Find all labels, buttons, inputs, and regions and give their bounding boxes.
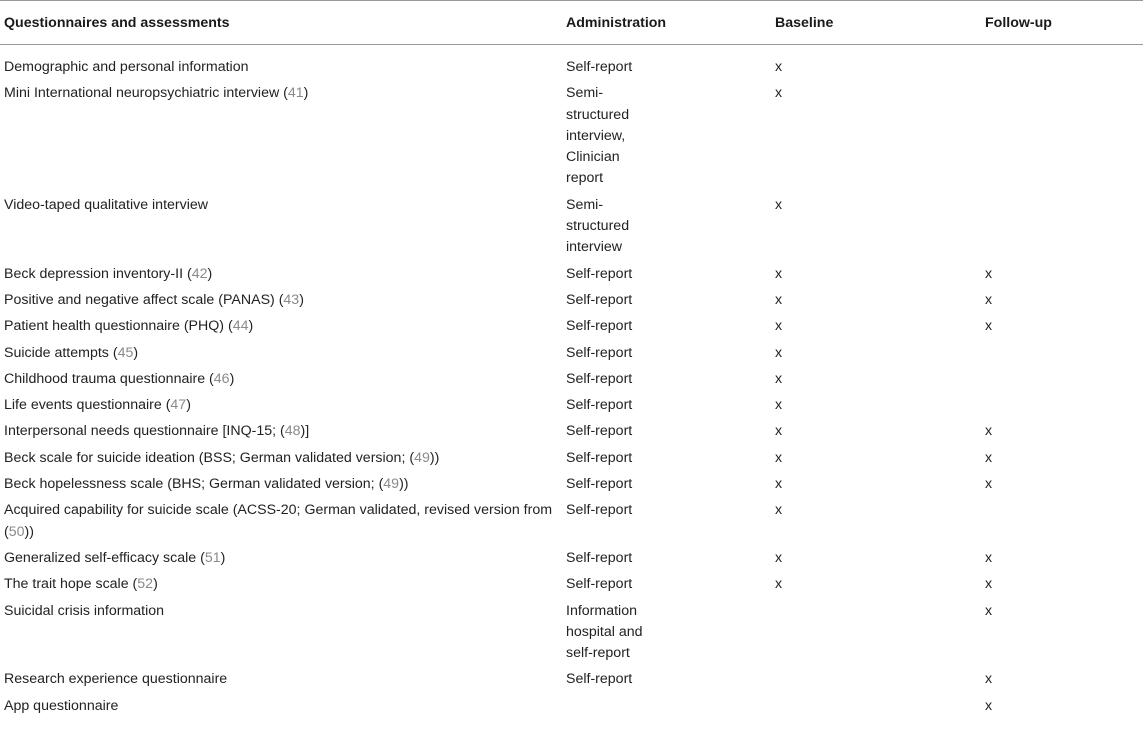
administration-cell	[562, 190, 771, 259]
baseline-mark: x	[775, 449, 783, 466]
follow-up-mark: x	[985, 318, 993, 335]
administration-line: Self-report	[566, 502, 633, 519]
header-follow-up: Follow-up	[981, 1, 1143, 45]
administration-cell	[562, 495, 771, 543]
administration-cell	[562, 259, 771, 285]
administration-line: Self-report	[566, 397, 633, 414]
header-questionnaires: Questionnaires and assessments	[0, 1, 562, 45]
questionnaire-name-suffix: )	[207, 265, 213, 282]
questionnaire-name: App questionnaire	[4, 697, 119, 714]
questionnaire-name-suffix: )]	[300, 423, 310, 440]
table-row	[0, 364, 1143, 390]
questionnaire-name-suffix: )	[153, 576, 158, 593]
questionnaire-cell	[0, 416, 562, 442]
baseline-cell	[771, 259, 981, 285]
follow-up-cell	[981, 311, 1143, 337]
questionnaire-name: Beck hopelessness scale (BHS; German validated version; (	[4, 476, 384, 493]
administration-line: Self-report	[566, 291, 633, 308]
table-body	[0, 45, 1143, 718]
baseline-cell	[771, 338, 981, 364]
administration-cell	[562, 569, 771, 595]
questionnaire-cell	[0, 285, 562, 311]
follow-up-cell	[981, 469, 1143, 495]
header-row	[0, 1, 1143, 45]
table-header	[0, 1, 1143, 45]
follow-up-mark: x	[985, 265, 993, 282]
reference-link[interactable]: 51	[204, 549, 221, 566]
administration-line: interview	[566, 239, 622, 256]
questionnaire-name-suffix: )	[220, 549, 226, 566]
follow-up-cell	[981, 364, 1143, 390]
follow-up-cell	[981, 338, 1143, 364]
administration-line: Self-report	[566, 449, 633, 466]
follow-up-mark: x	[985, 697, 993, 714]
administration-line: Self-report	[566, 370, 633, 387]
questionnaire-name: Suicide attempts (	[4, 344, 118, 361]
baseline-cell	[771, 443, 981, 469]
baseline-mark: x	[775, 344, 783, 361]
table-row	[0, 190, 1143, 259]
follow-up-mark: x	[985, 549, 993, 566]
baseline-cell	[771, 664, 981, 690]
administration-cell	[562, 596, 771, 665]
table-row	[0, 338, 1143, 364]
baseline-cell	[771, 311, 981, 337]
questionnaire-name: Suicidal crisis information	[4, 602, 165, 619]
questionnaire-name-suffix: )	[186, 397, 191, 414]
follow-up-cell	[981, 569, 1143, 595]
baseline-cell	[771, 596, 981, 665]
follow-up-cell	[981, 45, 1143, 79]
reference-link[interactable]: 46	[213, 370, 230, 387]
administration-line: Self-report	[566, 576, 633, 593]
questionnaire-name-suffix: ))	[24, 523, 34, 540]
administration-line: Clinician	[566, 149, 620, 166]
header-administration: Administration	[562, 1, 771, 45]
questionnaire-cell	[0, 596, 562, 665]
baseline-mark: x	[775, 85, 783, 102]
administration-line: Self-report	[566, 265, 633, 282]
administration-line: structured	[566, 106, 630, 123]
questionnaire-cell	[0, 259, 562, 285]
table-row	[0, 259, 1143, 285]
administration-line: hospital and	[566, 623, 643, 640]
administration-line: interview,	[566, 127, 626, 144]
questionnaire-name-suffix: )	[303, 85, 309, 102]
administration-cell	[562, 364, 771, 390]
reference-link[interactable]: 49	[414, 449, 430, 466]
administration-line: self-report	[566, 645, 630, 662]
follow-up-cell	[981, 259, 1143, 285]
follow-up-cell	[981, 543, 1143, 569]
follow-up-cell	[981, 495, 1143, 543]
follow-up-mark: x	[985, 423, 993, 440]
table-row	[0, 311, 1143, 337]
questionnaire-name: Childhood trauma questionnaire (	[4, 370, 214, 387]
questionnaire-cell	[0, 78, 562, 189]
questionnaire-cell	[0, 190, 562, 259]
baseline-mark: x	[775, 370, 783, 387]
reference-link[interactable]: 50	[8, 523, 25, 540]
reference-link[interactable]: 42	[191, 265, 208, 282]
table-row	[0, 390, 1143, 416]
questionnaire-name: Demographic and personal information	[4, 59, 249, 75]
administration-line: Semi-	[566, 196, 604, 213]
follow-up-cell	[981, 285, 1143, 311]
questionnaire-name: Interpersonal needs questionnaire [INQ-15; (	[4, 423, 285, 440]
administration-cell	[562, 45, 771, 79]
questionnaire-name: Mini International neuropsychiatric interview (	[4, 85, 288, 102]
administration-cell	[562, 691, 771, 717]
reference-link[interactable]: 44	[232, 318, 249, 335]
questionnaire-name: The trait hope scale (	[4, 576, 138, 593]
administration-cell	[562, 664, 771, 690]
questionnaire-cell	[0, 543, 562, 569]
follow-up-mark: x	[985, 576, 993, 593]
baseline-cell	[771, 691, 981, 717]
baseline-cell	[771, 285, 981, 311]
reference-link[interactable]: 47	[170, 397, 187, 414]
baseline-cell	[771, 569, 981, 595]
questionnaire-name-suffix: )	[229, 370, 235, 387]
administration-cell	[562, 443, 771, 469]
baseline-cell	[771, 364, 981, 390]
baseline-cell	[771, 495, 981, 543]
questionnaire-cell	[0, 311, 562, 337]
baseline-mark: x	[775, 502, 783, 519]
questionnaire-name: Positive and negative affect scale (PANAS) (	[4, 291, 284, 308]
administration-line: report	[566, 170, 604, 187]
follow-up-cell	[981, 390, 1143, 416]
baseline-mark: x	[775, 196, 783, 213]
table-row	[0, 495, 1143, 543]
baseline-mark: x	[775, 576, 783, 593]
reference-link[interactable]: 48	[284, 423, 301, 440]
questionnaire-cell	[0, 390, 562, 416]
follow-up-cell	[981, 691, 1143, 717]
baseline-cell	[771, 190, 981, 259]
follow-up-cell	[981, 78, 1143, 189]
table-row	[0, 45, 1143, 79]
administration-line: Self-report	[566, 318, 633, 335]
baseline-mark: x	[775, 265, 783, 282]
questionnaire-cell	[0, 664, 562, 690]
follow-up-cell	[981, 416, 1143, 442]
administration-line: Self-report	[566, 476, 633, 493]
reference-link[interactable]: 52	[137, 576, 154, 593]
baseline-cell	[771, 416, 981, 442]
table-row	[0, 443, 1143, 469]
administration-line: structured	[566, 218, 630, 235]
questionnaire-name: Acquired capability for suicide scale (ACSS-20; German validated, revised version from (	[4, 502, 553, 540]
table-row	[0, 78, 1143, 189]
table-row	[0, 596, 1143, 665]
questionnaire-cell	[0, 338, 562, 364]
administration-line: Self-report	[566, 549, 633, 566]
follow-up-cell	[981, 596, 1143, 665]
administration-cell	[562, 416, 771, 442]
questionnaire-cell	[0, 469, 562, 495]
questionnaire-name: Patient health questionnaire (PHQ) (	[4, 318, 233, 335]
administration-cell	[562, 78, 771, 189]
baseline-cell	[771, 45, 981, 79]
administration-line: Information	[566, 602, 637, 619]
administration-line: Semi-	[566, 85, 604, 102]
baseline-cell	[771, 469, 981, 495]
questionnaire-name: Life events questionnaire (	[4, 397, 171, 414]
table-row	[0, 469, 1143, 495]
questionnaire-name-suffix: ))	[429, 449, 440, 466]
baseline-mark: x	[775, 59, 783, 75]
questionnaire-name: Generalized self-efficacy scale (	[4, 549, 205, 566]
administration-line: Self-report	[566, 59, 633, 75]
baseline-mark: x	[775, 291, 783, 308]
baseline-cell	[771, 390, 981, 416]
administration-cell	[562, 390, 771, 416]
administration-line: Self-report	[566, 671, 633, 688]
reference-link[interactable]: 49	[383, 476, 400, 493]
administration-line: Self-report	[566, 423, 633, 440]
baseline-mark: x	[775, 423, 783, 440]
follow-up-mark: x	[985, 602, 993, 619]
administration-cell	[562, 311, 771, 337]
questionnaire-cell	[0, 495, 562, 543]
table-row	[0, 664, 1143, 690]
baseline-cell	[771, 78, 981, 189]
table-row	[0, 285, 1143, 311]
table-row	[0, 569, 1143, 595]
administration-cell	[562, 543, 771, 569]
baseline-cell	[771, 543, 981, 569]
questionnaire-name: Beck scale for suicide ideation (BSS; German validated version; (	[4, 449, 415, 466]
administration-cell	[562, 469, 771, 495]
questionnaire-name: Beck depression inventory-II (	[4, 265, 192, 282]
questionnaire-name-suffix: )	[133, 344, 139, 361]
baseline-mark: x	[775, 397, 783, 414]
questionnaire-name-suffix: )	[299, 291, 304, 308]
follow-up-cell	[981, 443, 1143, 469]
baseline-mark: x	[775, 549, 783, 566]
questionnaire-cell	[0, 569, 562, 595]
reference-link[interactable]: 45	[117, 344, 134, 361]
questionnaire-cell	[0, 45, 562, 79]
questionnaire-name-suffix: ))	[399, 476, 409, 493]
questionnaire-name-suffix: )	[248, 318, 254, 335]
reference-link[interactable]: 41	[287, 85, 304, 102]
follow-up-mark: x	[985, 291, 993, 308]
administration-line: Self-report	[566, 344, 633, 361]
questionnaire-cell	[0, 691, 562, 717]
questionnaire-cell	[0, 364, 562, 390]
baseline-mark: x	[775, 476, 783, 493]
questionnaire-name: Video-taped qualitative interview	[4, 196, 209, 213]
questionnaire-name: Research experience questionnaire	[4, 671, 228, 688]
reference-link[interactable]: 43	[283, 291, 300, 308]
follow-up-mark: x	[985, 671, 993, 688]
questionnaire-cell	[0, 443, 562, 469]
follow-up-mark: x	[985, 449, 993, 466]
follow-up-mark: x	[985, 476, 993, 493]
table-row	[0, 691, 1143, 717]
follow-up-cell	[981, 664, 1143, 690]
table-row	[0, 543, 1143, 569]
administration-cell	[562, 285, 771, 311]
header-baseline: Baseline	[771, 1, 981, 45]
administration-cell	[562, 338, 771, 364]
table-row	[0, 416, 1143, 442]
follow-up-cell	[981, 190, 1143, 259]
baseline-mark: x	[775, 318, 783, 335]
